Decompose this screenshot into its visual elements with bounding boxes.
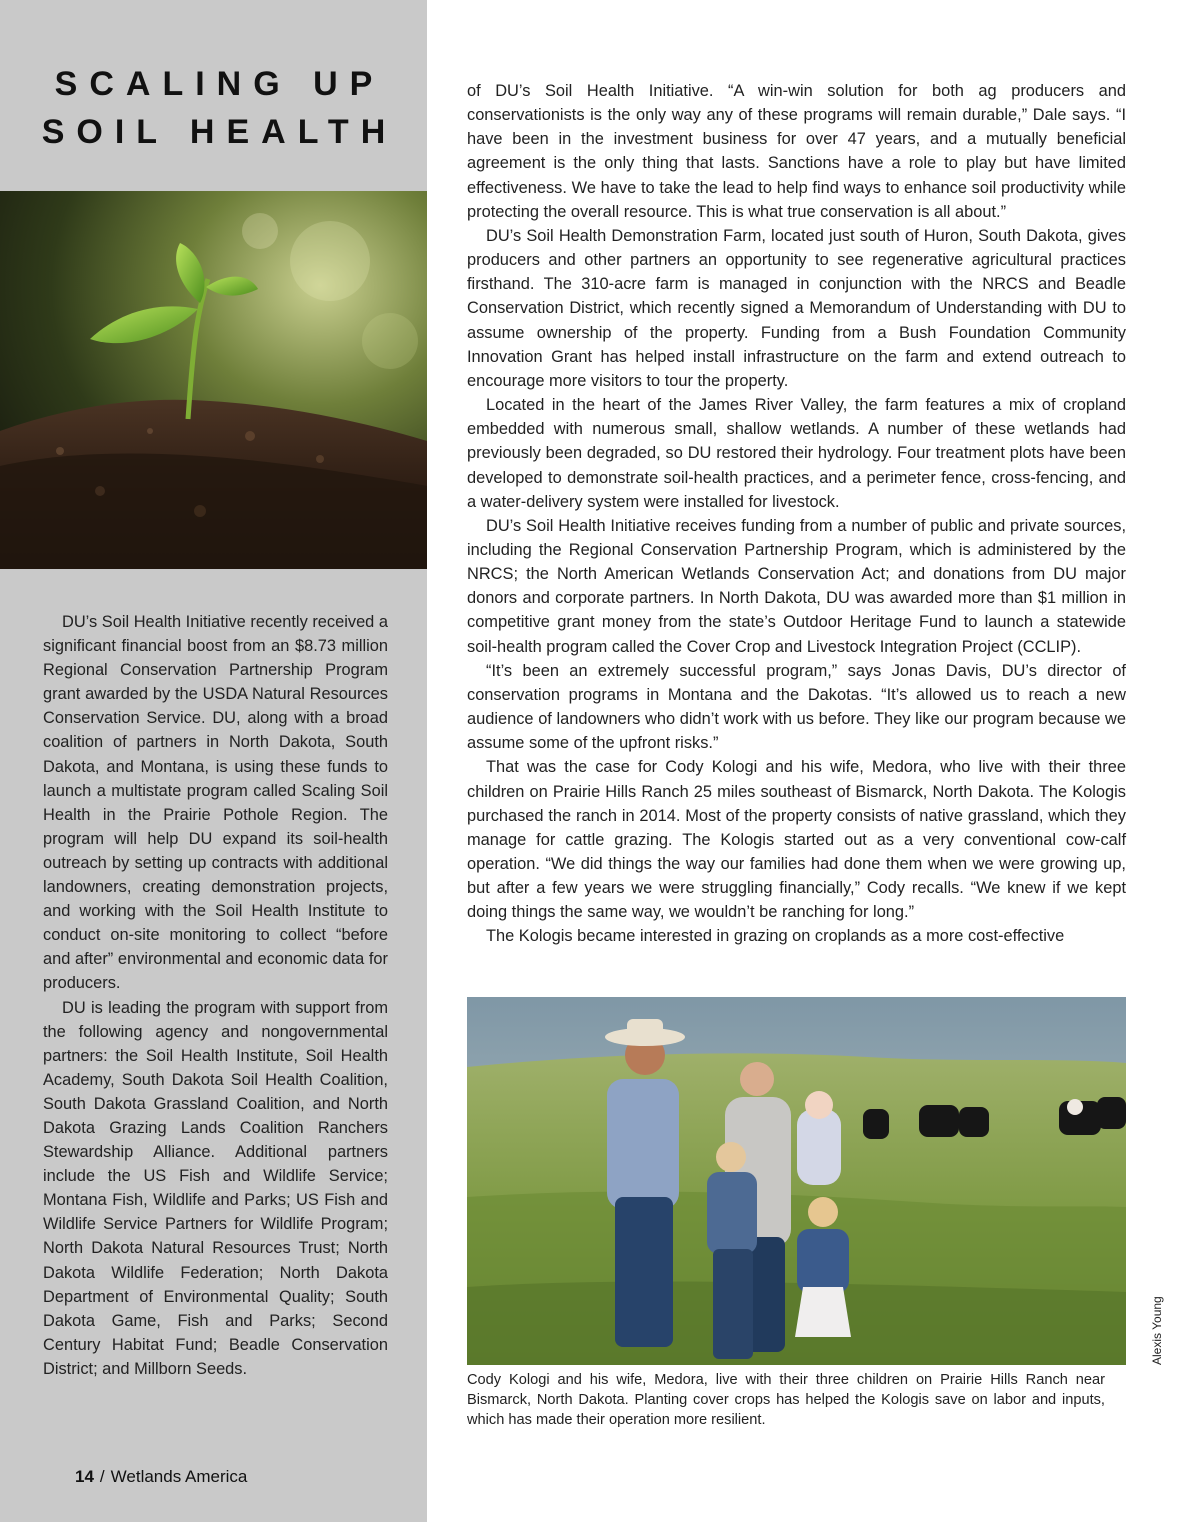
family-ranch-photo [467,997,1126,1365]
article-paragraph: The Kologis became interested in grazing on croplands as a more cost-effective [486,927,1065,946]
photo-caption: Cody Kologi and his wife, Medora, live with their three children on Prairie Hills Ranch near Bismarck, North Dakota. Planting cover crops has helped the Kologis save on labor and inputs, which has made their operation more resilient. [467,1372,1105,1428]
sidebar-title [0,60,427,156]
article-paragraph: DU’s Soil Health Initiative receives funding from a number of public and private sources, including the Regional Conservation Partnership Program, which is administered by the NRCS; the North American Wetlands Conservation Act; and donations from DU major donors and corporate partners. In North Dakota, DU was awarded more than $1 million in competitive grant money from the state’s Outdoor Heritage Fund to launch a statewide soil-health program called the Cover Crop and Livestock Integration Project (CCLIP). [467,516,1126,656]
article-body [467,79,1126,949]
photo-credit: Alexis Young [1150,1296,1164,1365]
sidebar-title-line-1: SCALING UP [54,65,385,103]
page-number: 14 [75,1467,94,1486]
sidebar-paragraph: DU is leading the program with support from the following agency and nongovernmental partners: the Soil Health Institute, Soil Health Academy, South Dakota Soil Health Coalition, South Dakota Grassland Coalition, and North Dakota Grazing Lands Coalition Ranchers Stewardship Alliance. Additional partners include the US Fish and Wildlife Service; Montana Fish, Wildlife and Parks; US Fish and Wildlife Service Partners for Wildlife Program; North Dakota Natural Resources Trust; North Dakota Wildlife Federation; North Dakota Department of Environmental Quality; South Dakota Game, Fish and Parks; Second Century Habitat Fund; Beadle Conservation District; and Millborn Seeds. [43,998,388,1378]
article-paragraph: Located in the heart of the James River Valley, the farm features a mix of cropland embedded with numerous small, shallow wetlands. A number of these wetlands had previously been degraded, so DU restored their hydrology. Four treatment plots have been developed to demonstrate soil-health practices, and a perimeter fence, cross-fencing, and a water-delivery system were installed for livestock. [467,396,1126,511]
publication-name: Wetlands America [110,1467,248,1486]
page-footer [75,1467,247,1487]
article-paragraph: DU’s Soil Health Demonstration Farm, located just south of Huron, South Dakota, gives producers and other partners an opportunity to see regenerative agricultural practices firsthand. The 310-acre farm is managed in conjunction with the NRCS and Beadle Conservation District, which recently signed a Memorandum of Understanding with DU to assume ownership of the property. Funding from a Bush Foundation Community Innovation Grant has helped install infrastructure on the farm and extend outreach to encourage more visitors to tour the property. [467,226,1126,390]
article-paragraph: “It’s been an extremely successful program,” says Jonas Davis, DU’s director of conservation programs in Montana and the Dakotas. “It’s allowed us to reach a new audience of landowners who didn’t work with us before. They like our program because we assume some of the upfront risks.” [467,661,1126,753]
sidebar-paragraph: DU’s Soil Health Initiative recently received a significant financial boost from an $8.73 million Regional Conservation Partnership Program grant awarded by the USDA Natural Resources Conservation Service. DU, along with a broad coalition of partners in North Dakota, South Dakota, and Montana, is using these funds to launch a multistate program called Scaling Soil Health in the Prairie Pothole Region. The program will help DU expand its soil-health outreach by setting up contracts with additional landowners, creating demonstration projects, and working with the Soil Health Institute to conduct on-site monitoring to collect “before and after” environmental and economic data for producers. [43,613,388,993]
footer-separator: / [99,1467,105,1486]
sidebar-panel [0,0,427,1522]
seedling-in-soil-image [0,191,427,569]
article-paragraph: That was the case for Cody Kologi and his wife, Medora, who live with their three children on Prairie Hills Ranch 25 miles southeast of Bismarck, North Dakota. The Kologis purchased the ranch in 2014. Most of the property consists of native grassland, which they manage for cattle grazing. The Kologis started out as a very conventional cow-calf operation. “We did things the way our families had done them when we were growing up, but after a few years we were struggling financially,” Cody recalls. “We knew if we kept doing things the same way, we wouldn’t be ranching for long.” [467,758,1126,922]
sidebar-title-line-2: SOIL HEALTH [41,113,398,151]
article-paragraph: of DU’s Soil Health Initiative. “A win-win solution for both ag producers and conservationists is the only way any of these programs will remain durable,” Dale says. “I have been in the investment business for over 47 years, and a mutually beneficial agreement is the only thing that lasts. Sanctions have a role to play but have limited effectiveness. We have to take the lead to help find ways to enhance soil productivity while protecting the overall resource. This is what true conservation is all about.” [467,82,1126,221]
sidebar-body-text [43,610,388,1381]
